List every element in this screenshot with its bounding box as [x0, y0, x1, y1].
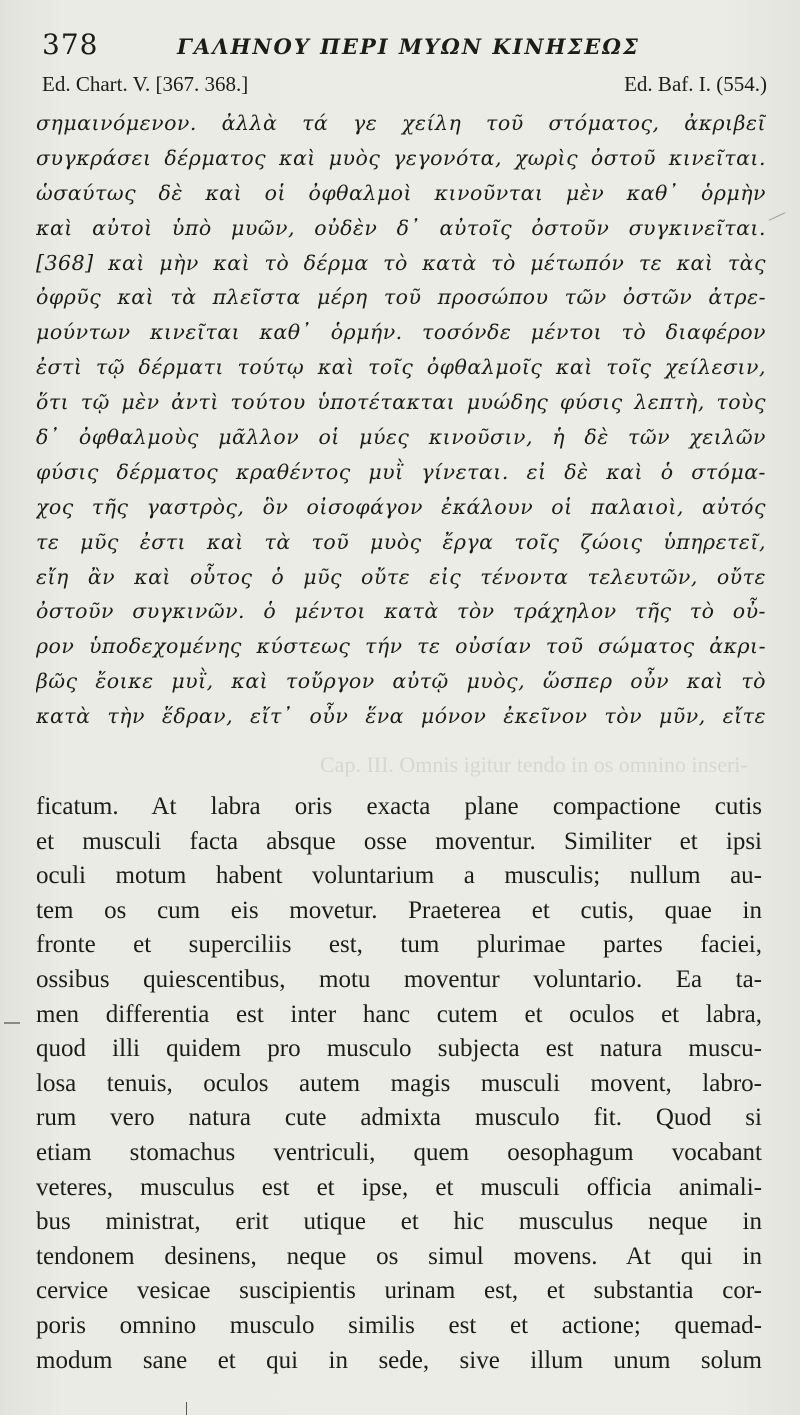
- latin-text-line: men differentia est inter hanc cutem et oculos et labra,: [36, 1000, 762, 1028]
- greek-text-line: καὶ αὐτοὶ ὑπὸ μυῶν, οὐδὲν δ᾽ αὐτοῖς ὀστοῦν συγκινεῖται.: [36, 215, 766, 240]
- latin-text-line: quod illi quidem pro musculo subjecta est natura muscu-: [36, 1035, 762, 1063]
- page-number: 378: [42, 28, 99, 61]
- latin-text-line: cervice vesicae suscipientis urinam est, et substantia cor-: [36, 1277, 762, 1305]
- latin-text-line: ossibus quiescentibus, motu moventur voluntario. Ea ta-: [36, 965, 762, 993]
- latin-text-line: losa tenuis, oculos autem magis musculi movent, labro-: [36, 1069, 762, 1097]
- latin-text-block: [36, 790, 762, 1378]
- greek-text-line: ρον ὑποδεχομένης κύστεως τήν τε οὐσίαν τοῦ σώματος ἀκρι-: [36, 634, 766, 659]
- bottom-mark: [186, 1402, 187, 1415]
- latin-text-line: ficatum. At labra oris exacta plane compactione cutis: [36, 793, 762, 820]
- greek-text-line: δ᾽ ὀφθαλμοὺς μᾶλλον οἱ μύες κινοῦσιν, ἡ δὲ τῶν χειλῶν: [36, 425, 766, 450]
- latin-text-line: veteres, musculus est et ipse, et musculi officia animali-: [36, 1173, 762, 1201]
- latin-text-line: rum vero natura cute admixta musculo fit. Quod si: [36, 1104, 762, 1132]
- greek-text-line: εἴη ἂν καὶ οὗτος ὁ μῦς οὔτε εἰς τένοντα τελευτῶν, οὔτε: [36, 564, 766, 589]
- page-header: [42, 24, 772, 64]
- edition-chartier: Ed. Chart. V. [367. 368.]: [42, 72, 249, 96]
- show-through-text: Cap. III. Omnis igitur tendo in os omnino inseri-: [320, 752, 748, 777]
- greek-text-line: χος τῆς γαστρὸς, ὃν οἰσοφάγον ἐκάλουν οἱ παλαιοὶ, αὐτός: [36, 494, 766, 519]
- latin-text-line: fronte et superciliis est, tum plurimae partes faciei,: [36, 931, 762, 959]
- greek-text-line: ἐστὶ τῷ δέρματι τούτῳ καὶ τοῖς ὀφθαλμοῖς καὶ τοῖς χείλεσιν,: [36, 355, 766, 380]
- edition-basel: Ed. Baf. I. (554.): [624, 72, 767, 96]
- latin-text-line: bus ministrat, erit utique et hic musculus neque in: [36, 1208, 762, 1236]
- greek-text-line: τε μῦς ἐστι καὶ τὰ τοῦ μυὸς ἔργα τοῖς ζώοις ὑπηρετεῖ,: [36, 529, 766, 554]
- edition-references: [42, 72, 767, 104]
- gutter-mark: [769, 212, 786, 221]
- latin-text-line: oculi motum habent voluntarium a musculis; nullum au-: [36, 862, 762, 890]
- greek-text-line: μούντων κινεῖται καθ᾽ ὁρμήν. τοσόνδε μέντοι τὸ διαφέρον: [36, 320, 766, 345]
- latin-text-line: poris omnino musculo similis est et actione; quemad-: [36, 1311, 762, 1339]
- greek-text-line: [368] καὶ μὴν καὶ τὸ δέρμα τὸ κατὰ τὸ μέτωπόν τε καὶ τὰς: [36, 250, 766, 275]
- greek-text-line: συγκράσει δέρματος καὶ μυὸς γεγονότα, χωρὶς ὀστοῦ κινεῖται.: [36, 145, 766, 170]
- latin-text-line: tem os cum eis movetur. Praeterea et cutis, quae in: [36, 896, 762, 924]
- greek-text-line: ὀστοῦν συγκινῶν. ὁ μέντοι κατὰ τὸν τράχηλον τῆς τὸ οὖ-: [36, 599, 766, 624]
- greek-text-line: ὀφρῦς καὶ τὰ πλεῖστα μέρη τοῦ προσώπου τῶν ὀστῶν ἀτρε-: [36, 285, 766, 310]
- greek-text-line: βῶς ἔοικε μυῒ, καὶ τοὔργον αὐτῷ μυὸς, ὥσπερ οὖν καὶ τὸ: [36, 669, 766, 694]
- greek-text-line: φύσις δέρματος κραθέντος μυῒ γίνεται. εἰ δὲ καὶ ὁ στόμα-: [36, 459, 766, 484]
- latin-text-line: etiam stomachus ventriculi, quem oesophagum vocabant: [36, 1138, 762, 1166]
- latin-text-line: tendonem desinens, neque os simul movens. At qui in: [36, 1242, 762, 1270]
- running-title: ΓΑΛΗΝΟΥ ΠΕΡΙ ΜΥΩΝ ΚΙΝΗΣΕΩΣ: [177, 34, 640, 59]
- greek-text-block: [36, 106, 766, 734]
- latin-text-line: et musculi facta absque osse moventur. Similiter et ipsi: [36, 827, 762, 855]
- greek-text-line: ὅτι τῷ μὲν ἀντὶ τούτου ὑποτέτακται μυώδης φύσις λεπτὴ, τοὺς: [36, 390, 766, 415]
- margin-mark: [4, 1022, 20, 1024]
- latin-text-line: modum sane et qui in sede, sive illum unum solum: [36, 1346, 762, 1374]
- greek-text-line: σημαινόμενον. ἀλλὰ τά γε χείλη τοῦ στόματος, ἀκριβεῖ: [36, 111, 766, 135]
- greek-text-line: ὡσαύτως δὲ καὶ οἱ ὀφθαλμοὶ κινοῦνται μὲν καθ᾽ ὁρμὴν: [36, 180, 766, 205]
- greek-text-line: κατὰ τὴν ἕδραν, εἴτ᾽ οὖν ἕνα μόνον ἐκεῖνον τὸν μῦν, εἴτε: [36, 704, 766, 729]
